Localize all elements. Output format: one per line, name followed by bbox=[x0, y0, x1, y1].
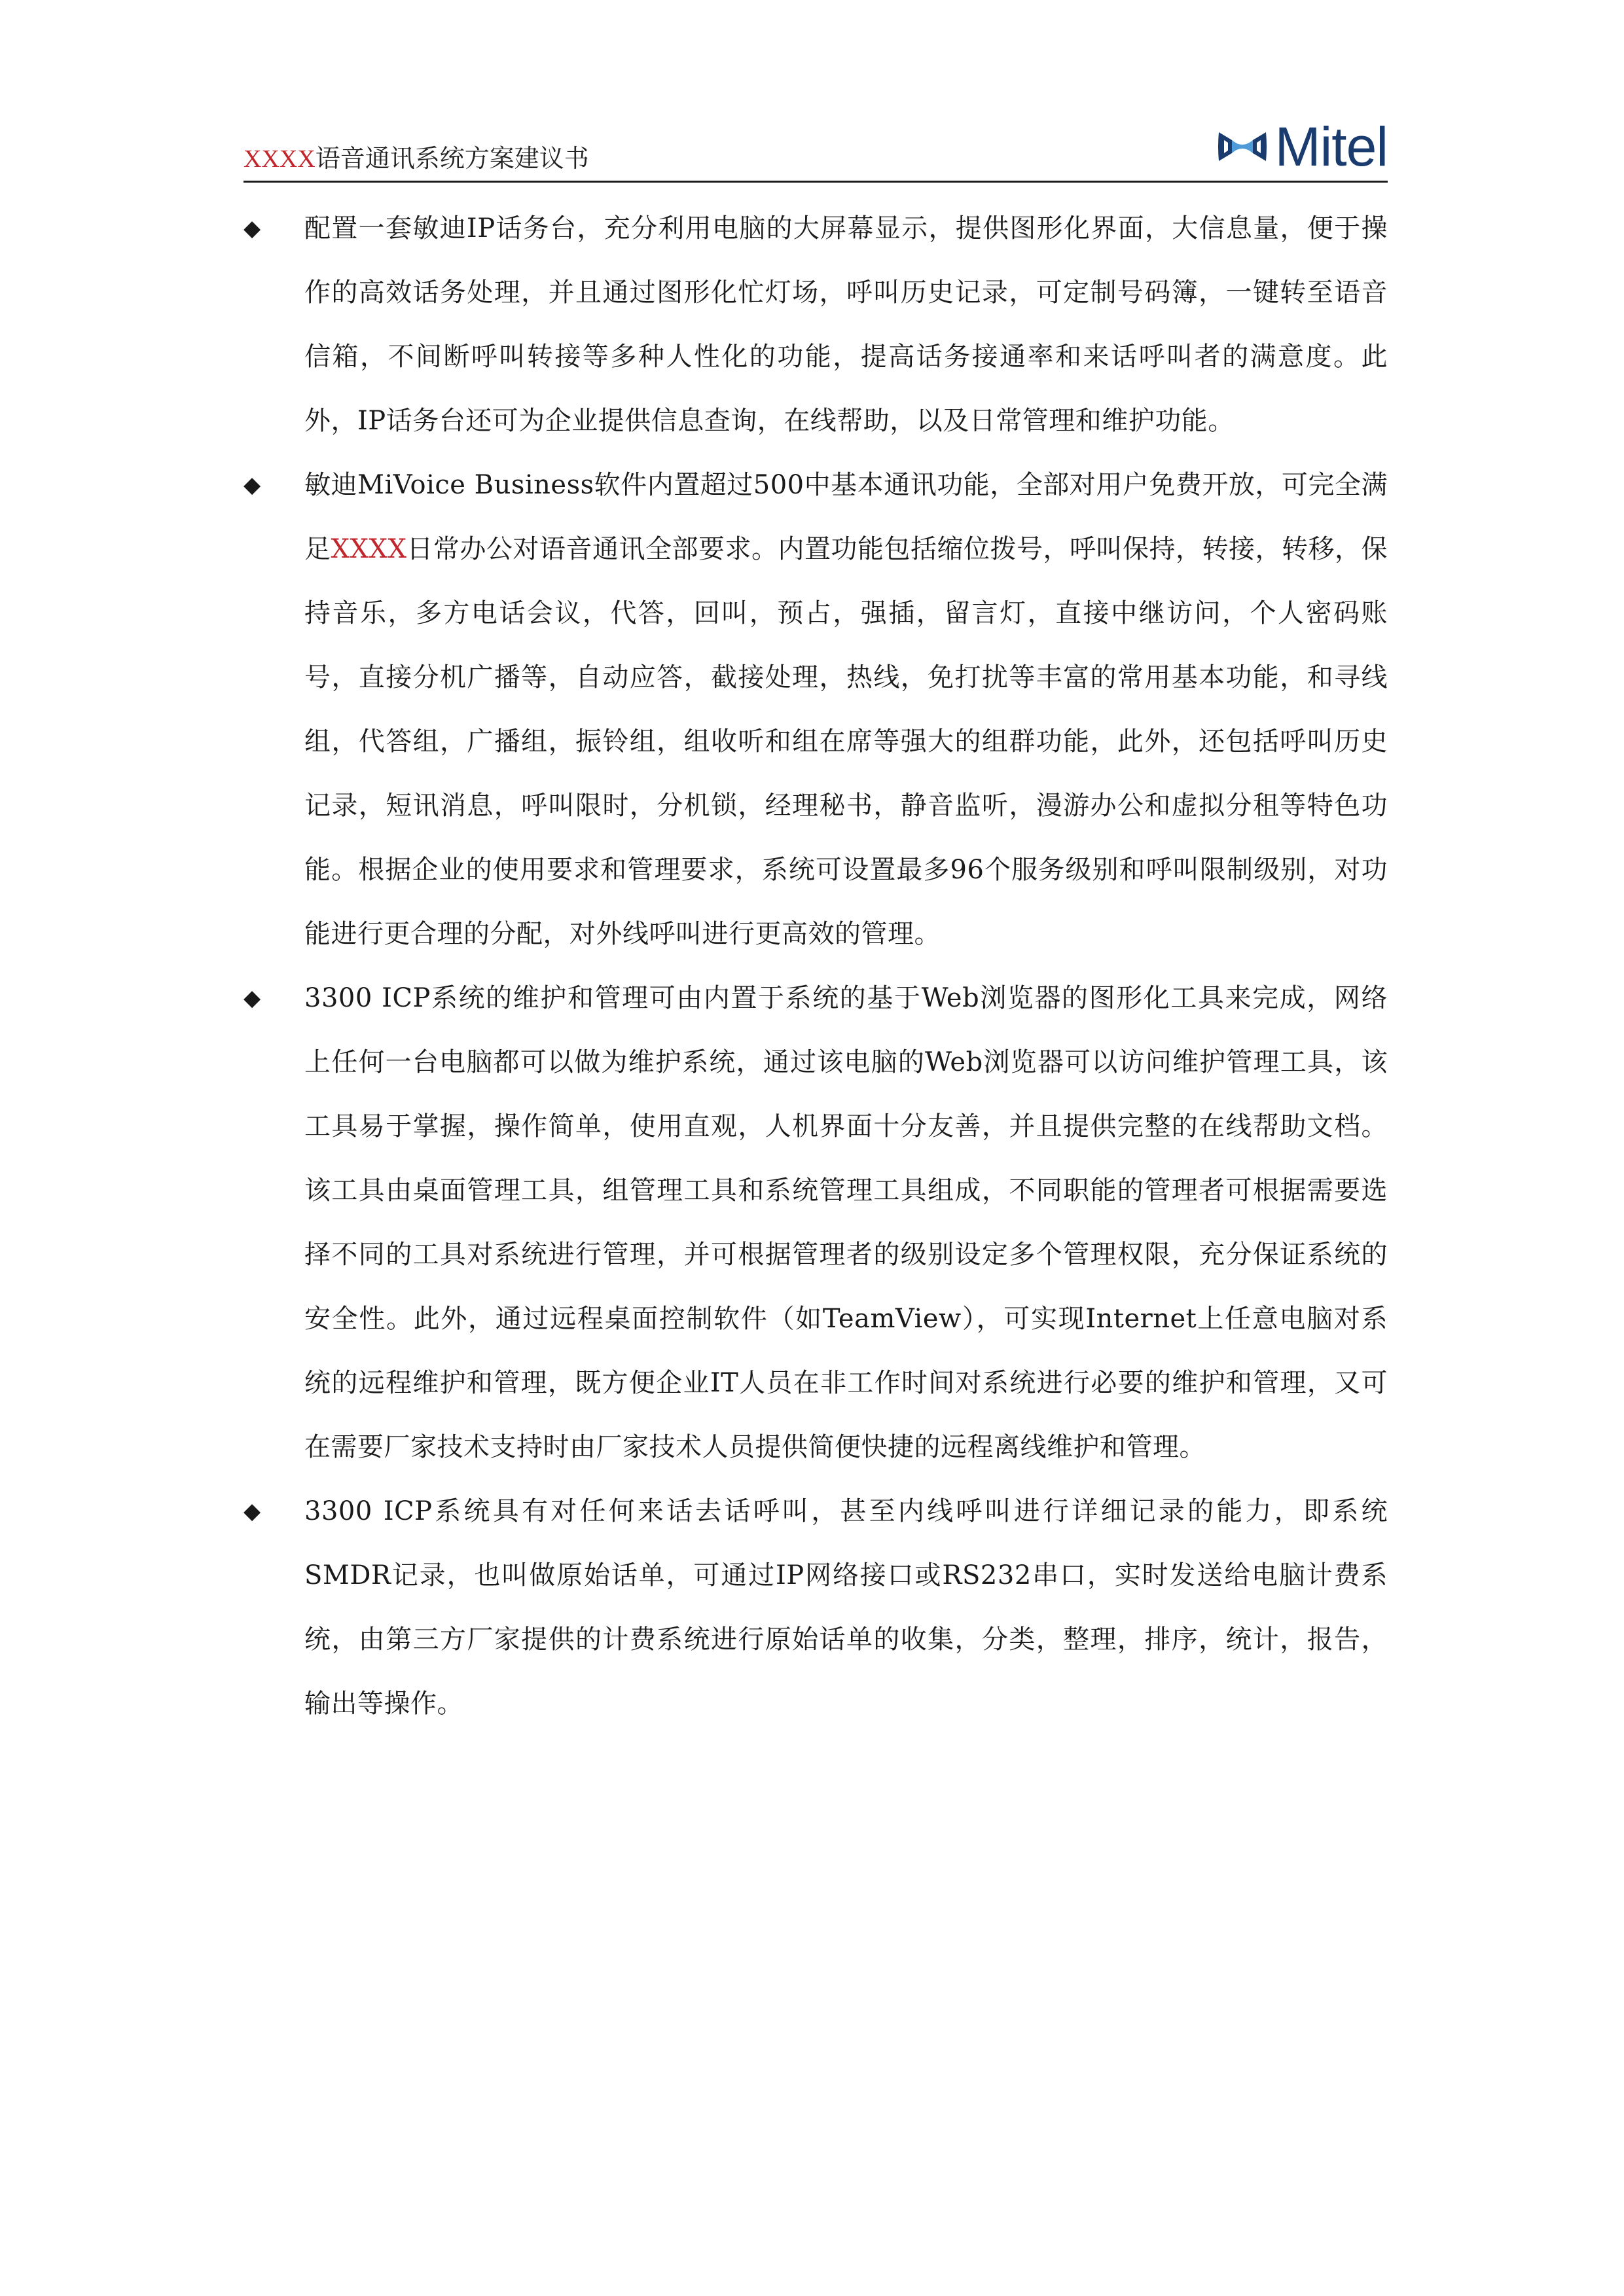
bullet-text-highlight: XXXX bbox=[331, 534, 407, 564]
mitel-logo-text: Mitel bbox=[1274, 116, 1388, 177]
bullet-item-mivoice-features bbox=[244, 453, 1388, 966]
bullet-text bbox=[304, 453, 1388, 966]
diamond-bullet-icon: ◆ bbox=[244, 985, 261, 1011]
diamond-bullet-icon: ◆ bbox=[244, 215, 261, 242]
document-title-highlight: XXXX bbox=[244, 145, 316, 173]
mitel-logo-icon bbox=[1215, 127, 1270, 166]
document-title-rest: 语音通讯系统方案建议书 bbox=[315, 144, 589, 173]
bullet-text: 3300 ICP系统具有对任何来话去话呼叫，甚至内线呼叫进行详细记录的能力，即系统SMDR记录，也叫做原始话单，可通过IP网络接口或RS232串口，实时发送给电脑计费系统，由第三方厂家提供的计费系统进行原始话单的收集，分类，整理，排序，统计，报告，输出等操作。 bbox=[304, 1496, 1388, 1719]
bullet-item-web-management bbox=[244, 966, 1388, 1479]
bullet-item-smdr bbox=[244, 1479, 1388, 1736]
diamond-bullet-icon: ◆ bbox=[244, 472, 261, 498]
document-body bbox=[244, 196, 1388, 1736]
bullet-text: 3300 ICP系统的维护和管理可由内置于系统的基于Web浏览器的图形化工具来完成，网络上任何一台电脑都可以做为维护系统，通过该电脑的Web浏览器可以访问维护管理工具，该工具易于掌握，操作简单，使用直观，人机界面十分友善，并且提供完整的在线帮助文档。该工具由桌面管理工具，组管理工具和系统管理工具组成，不同职能的管理者可根据需要选择不同的工具对系统进行管理，并可根据管理者的级别设定多个管理权限，充分保证系统的安全性。此外，通过远程桌面控制软件（如TeamView），可实现Internet上任意电脑对系统的远程维护和管理，既方便企业IT人员在非工作时间对系统进行必要的维护和管理，又可在需要厂家技术支持时由厂家技术人员提供简便快捷的远程离线维护和管理。 bbox=[304, 983, 1388, 1462]
diamond-bullet-icon: ◆ bbox=[244, 1498, 261, 1524]
bullet-text: 配置一套敏迪IP话务台，充分利用电脑的大屏幕显示，提供图形化界面，大信息量，便于操作的高效话务处理，并且通过图形化忙灯场，呼叫历史记录，可定制号码簿，一键转至语音信箱，不间断呼叫转接等多种人性化的功能，提高话务接通率和来话呼叫者的满意度。此外，IP话务台还可为企业提供信息查询，在线帮助，以及日常管理和维护功能。 bbox=[304, 213, 1388, 436]
page-header bbox=[244, 118, 1388, 181]
mitel-logo bbox=[1215, 116, 1388, 177]
header-divider bbox=[244, 181, 1388, 183]
bullet-text-part: 敏迪MiVoice Business软件内置超过500中基本通讯功能，全部对用户免费开放，可完全满足 bbox=[304, 470, 1388, 564]
document-title bbox=[244, 146, 589, 171]
bullet-text-part: 日常办公对语音通讯全部要求。内置功能包括缩位拨号，呼叫保持，转接，转移，保持音乐，多方电话会议，代答，回叫，预占，强插，留言灯，直接中继访问，个人密码账号，直接分机广播等，自动应答，截接处理，热线，免打扰等丰富的常用基本功能，和寻线组，代答组，广播组，振铃组，组收听和组在席等强大的组群功能，此外，还包括呼叫历史记录，短讯消息，呼叫限时，分机锁，经理秘书，静音监听，漫游办公和虚拟分租等特色功能。根据企业的使用要求和管理要求，系统可设置最多96个服务级别和呼叫限制级别，对功能进行更合理的分配，对外线呼叫进行更高效的管理。 bbox=[304, 534, 1388, 949]
bullet-item-ip-console bbox=[244, 196, 1388, 453]
